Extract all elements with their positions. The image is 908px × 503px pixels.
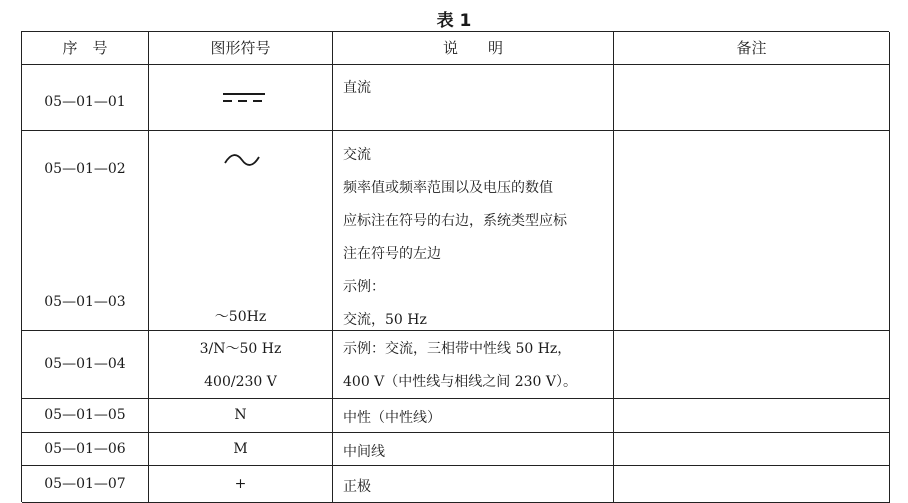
seq-cell: [22, 433, 149, 465]
seq-number: 05—01—01: [44, 94, 126, 110]
description-cell: [333, 65, 614, 130]
description-line: 400 V（中性线与相线之间 230 V）。: [343, 374, 578, 390]
ac-tilde-icon: [223, 151, 261, 169]
description-cell: [333, 399, 614, 432]
table-row: [22, 331, 890, 399]
table-header-row: [22, 32, 890, 65]
description-cell: [333, 433, 614, 465]
table-row: [22, 399, 890, 433]
symbol-lines: [149, 333, 332, 390]
symbol-line: 3/N～50 Hz: [199, 341, 282, 357]
symbol-text: N: [234, 407, 247, 423]
description-text: 正极: [343, 479, 371, 495]
table-row: [22, 65, 890, 131]
description-line: 应标注在符号的右边，系统类型应标: [343, 213, 567, 229]
description-line: 交流，50 Hz: [343, 312, 427, 328]
seq-cell: [22, 331, 149, 398]
description-line: 频率值或频率范围以及电压的数值: [343, 180, 553, 196]
description-cell: [333, 131, 614, 330]
header-description: 说 明: [333, 32, 614, 64]
description-line: 示例：交流，三相带中性线 50 Hz，: [343, 341, 572, 357]
symbol-ac-50hz: ～50Hz: [214, 309, 267, 325]
symbol-cell: [149, 131, 333, 330]
note-cell: [614, 131, 890, 330]
seq-number: 05—01—05: [44, 407, 126, 423]
table-caption: 表 1: [436, 11, 472, 31]
note-cell: [614, 65, 890, 130]
seq-number: 05—01—04: [44, 356, 126, 372]
symbol-cell: [149, 331, 333, 398]
seq-cell: [22, 466, 149, 502]
table-row: [22, 433, 890, 466]
table-row: [22, 131, 890, 331]
description-cell: [333, 331, 614, 398]
description-text: 中性（中性线）: [343, 410, 441, 426]
header-note: 备注: [614, 32, 890, 64]
symbol-cell: [149, 466, 333, 502]
seq-number: 05—01—07: [44, 476, 126, 492]
description-cell: [333, 466, 614, 502]
note-cell: [614, 466, 890, 502]
note-cell: [614, 433, 890, 465]
description-lines: [343, 139, 567, 328]
seq-number: 05—01—06: [44, 441, 126, 457]
description-line: 注在符号的左边: [343, 246, 441, 262]
description-line: 交流: [343, 147, 371, 163]
header-seq: 序 号: [22, 32, 149, 64]
table-row: [22, 466, 890, 503]
seq-cell: [22, 399, 149, 432]
symbol-cell: [149, 399, 333, 432]
symbol-line: 400/230 V: [204, 374, 277, 390]
seq-number: 05—01—03: [44, 294, 126, 310]
symbol-cell: [149, 65, 333, 130]
description-lines: [343, 333, 578, 390]
description-line: 示例：: [343, 279, 385, 295]
seq-cell: [22, 65, 149, 130]
symbol-table: [21, 31, 889, 502]
symbol-cell: [149, 433, 333, 465]
header-symbol: 图形符号: [149, 32, 333, 64]
dc-symbol-icon: [223, 92, 265, 106]
seq-number: 05—01—02: [44, 161, 126, 177]
symbol-text: M: [233, 441, 248, 457]
symbol-text: +: [234, 476, 247, 492]
note-cell: [614, 399, 890, 432]
seq-cell: [22, 131, 149, 330]
description-text: 中间线: [343, 444, 385, 460]
description-text: 直流: [343, 80, 371, 96]
note-cell: [614, 331, 890, 398]
